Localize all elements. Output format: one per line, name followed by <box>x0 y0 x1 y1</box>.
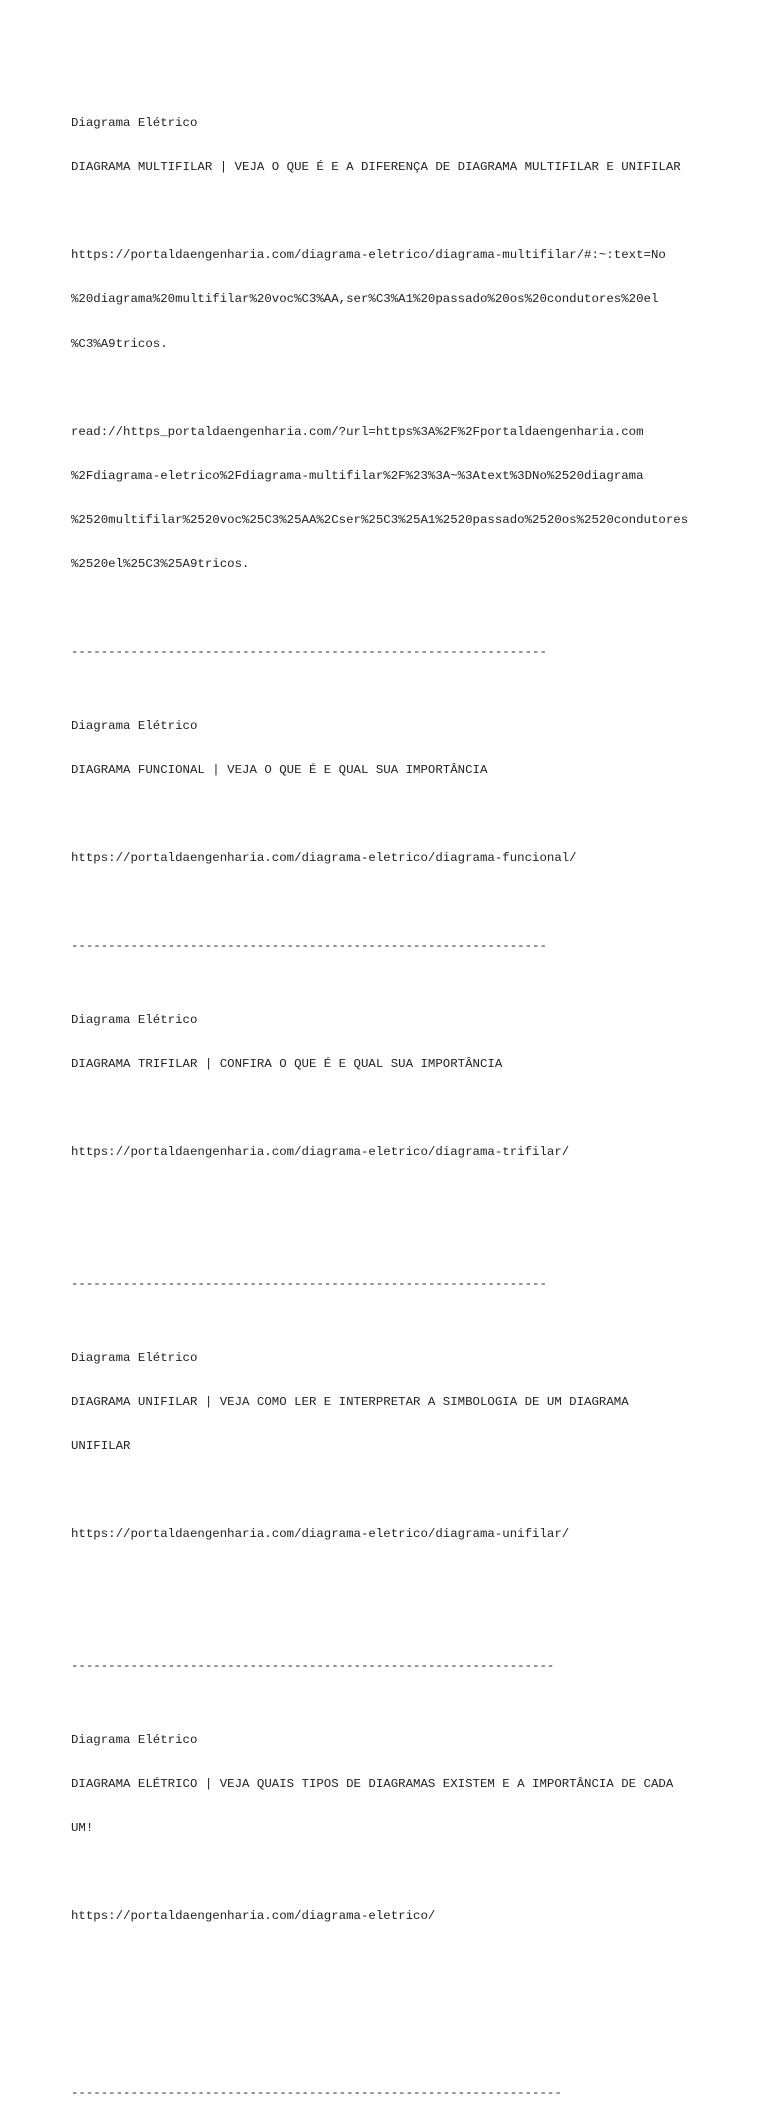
separator: ------------------------------------------------------------------ <box>71 2085 562 2100</box>
entry-link[interactable]: https://portaldaengenharia.com/diagrama-eletrico/ <box>71 1909 436 1924</box>
entry-read-link[interactable]: %2Fdiagrama-eletrico%2Fdiagrama-multifilar%2F%23%3A~%3Atext%3DNo%2520diagrama <box>71 468 644 483</box>
entry-title: DIAGRAMA FUNCIONAL | VEJA O QUE É E QUAL SUA IMPORTÂNCIA <box>71 762 488 777</box>
entry-title: UNIFILAR <box>71 1438 131 1453</box>
entry-link[interactable]: %20diagrama%20multifilar%20voc%C3%AA,ser%C3%A1%20passado%20os%20condutores%20el <box>71 292 659 307</box>
entry-category: Diagrama Elétrico <box>71 116 198 131</box>
entry-category: Diagrama Elétrico <box>71 1012 198 1027</box>
entry-title: DIAGRAMA UNIFILAR | VEJA COMO LER E INTERPRETAR A SIMBOLOGIA DE UM DIAGRAMA <box>71 1394 629 1409</box>
entry-title: DIAGRAMA MULTIFILAR | VEJA O QUE É E A DIFERENÇA DE DIAGRAMA MULTIFILAR E UNIFILAR <box>71 160 681 175</box>
entry-title: UM! <box>71 1821 94 1836</box>
entry-read-link[interactable]: %2520multifilar%2520voc%25C3%25AA%2Cser%25C3%25A1%2520passado%2520os%2520condutores <box>71 512 689 527</box>
entry-category: Diagrama Elétrico <box>71 718 198 733</box>
entry-title: DIAGRAMA TRIFILAR | CONFIRA O QUE É E QUAL SUA IMPORTÂNCIA <box>71 1056 503 1071</box>
entry-link[interactable]: https://portaldaengenharia.com/diagrama-eletrico/diagrama-multifilar/#:~:text=No <box>71 248 666 263</box>
document-page <box>71 72 711 2115</box>
entry-category: Diagrama Elétrico <box>71 1350 198 1365</box>
entry-link[interactable]: https://portaldaengenharia.com/diagrama-eletrico/diagrama-funcional/ <box>71 851 577 866</box>
separator: ---------------------------------------------------------------- <box>71 939 547 954</box>
separator: ---------------------------------------------------------------- <box>71 1277 547 1292</box>
entry-link[interactable]: %C3%A9tricos. <box>71 336 168 351</box>
entry-read-link[interactable]: read://https_portaldaengenharia.com/?url=https%3A%2F%2Fportaldaengenharia.com <box>71 424 644 439</box>
entry-link[interactable]: https://portaldaengenharia.com/diagrama-eletrico/diagrama-unifilar/ <box>71 1527 570 1542</box>
separator: ----------------------------------------------------------------- <box>71 1659 555 1674</box>
separator: ---------------------------------------------------------------- <box>71 645 547 660</box>
entry-link[interactable]: https://portaldaengenharia.com/diagrama-eletrico/diagrama-trifilar/ <box>71 1144 570 1159</box>
entry-category: Diagrama Elétrico <box>71 1732 198 1747</box>
entry-title: DIAGRAMA ELÉTRICO | VEJA QUAIS TIPOS DE DIAGRAMAS EXISTEM E A IMPORTÂNCIA DE CADA <box>71 1777 674 1792</box>
entry-read-link[interactable]: %2520el%25C3%25A9tricos. <box>71 557 250 572</box>
